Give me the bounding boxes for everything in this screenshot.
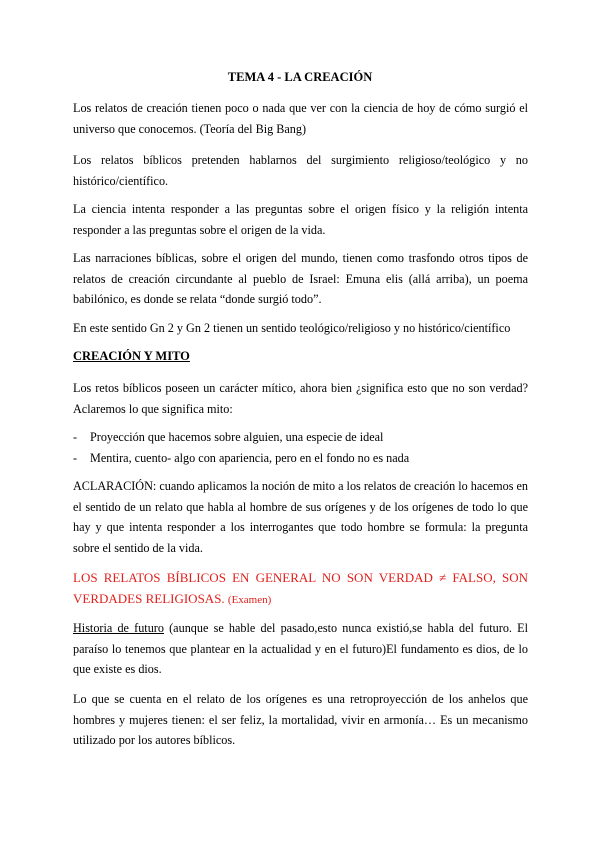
bullet-item	[73, 427, 528, 447]
paragraph-narrations: Las narraciones bíblicas, sobre el origen del mundo, tienen como trasfondo otros tipos de relatos de creación circundante al pueblo de Israel: Emuna elis (allá arriba), un poema babilónico, es donde se relata “donde surgió todo”.	[73, 251, 528, 306]
bullet-dash: -	[73, 430, 78, 444]
paragraph-section-intro: Los retos bíblicos poseen un carácter mítico, ahora bien ¿significa esto que no son verdad? Aclaremos lo que significa mito:	[73, 381, 528, 416]
red-statement-text: LOS RELATOS BÍBLICOS EN GENERAL NO SON VERDAD ≠ FALSO, SON VERDADES RELIGIOSAS.	[73, 570, 528, 606]
red-statement	[73, 567, 528, 611]
paragraph-aclaracion: ACLARACIÓN: cuando aplicamos la noción de mito a los relatos de creación lo hacemos en el sentido de un relato que habla al hombre de sus orígenes y de los orígenes de todo lo que hay y que intenta responder a los interrogantes que todo hombre se formula: la pregunta sobre el sentido de la vida.	[73, 479, 528, 555]
paragraph-science-religion: La ciencia intenta responder a las preguntas sobre el origen físico y la religión intenta responder a las preguntas sobre el origen de la vida.	[73, 202, 528, 237]
exam-note: (Examen)	[227, 594, 272, 606]
historia-text: (aunque se hable del pasado,esto nunca existió,se habla del futuro. El paraíso lo tenemos que plantear en la actualidad y en el futuro)El fundamento es dios, de lo que existe es dios.	[73, 621, 528, 676]
paragraph-biblical-purpose: Los relatos bíblicos pretenden hablarnos del surgimiento religioso/teológico y no histórico/científico.	[73, 153, 528, 188]
bullet-item	[73, 448, 528, 468]
paragraph-genesis-sense: En este sentido Gn 2 y Gn 2 tienen un sentido teológico/religioso y no histórico/científico	[73, 321, 511, 335]
page-title: TEMA 4 - LA CREACIÓN	[227, 70, 373, 84]
paragraph-historia-futuro	[73, 618, 528, 680]
section-heading-creacion-mito: CREACIÓN Y MITO	[73, 349, 190, 363]
paragraph-closing: Lo que se cuenta en el relato de los orígenes es una retroproyección de los anhelos que hombres y mujeres tienen: el ser feliz, la mortalidad, vivir en armonía… Es un mecanismo utilizado por los autores bíblicos.	[73, 692, 528, 747]
bullet-dash: -	[73, 451, 78, 465]
bullet-text: Proyección que hacemos sobre alguien, una especie de ideal	[90, 430, 384, 444]
bullet-text: Mentira, cuento- algo con apariencia, pero en el fondo no es nada	[90, 451, 410, 465]
paragraph-big-bang: Los relatos de creación tienen poco o nada que ver con la ciencia de hoy de cómo surgió el universo que conocemos. (Teoría del Big Bang)	[73, 101, 528, 136]
historia-label: Historia de futuro	[73, 621, 164, 635]
